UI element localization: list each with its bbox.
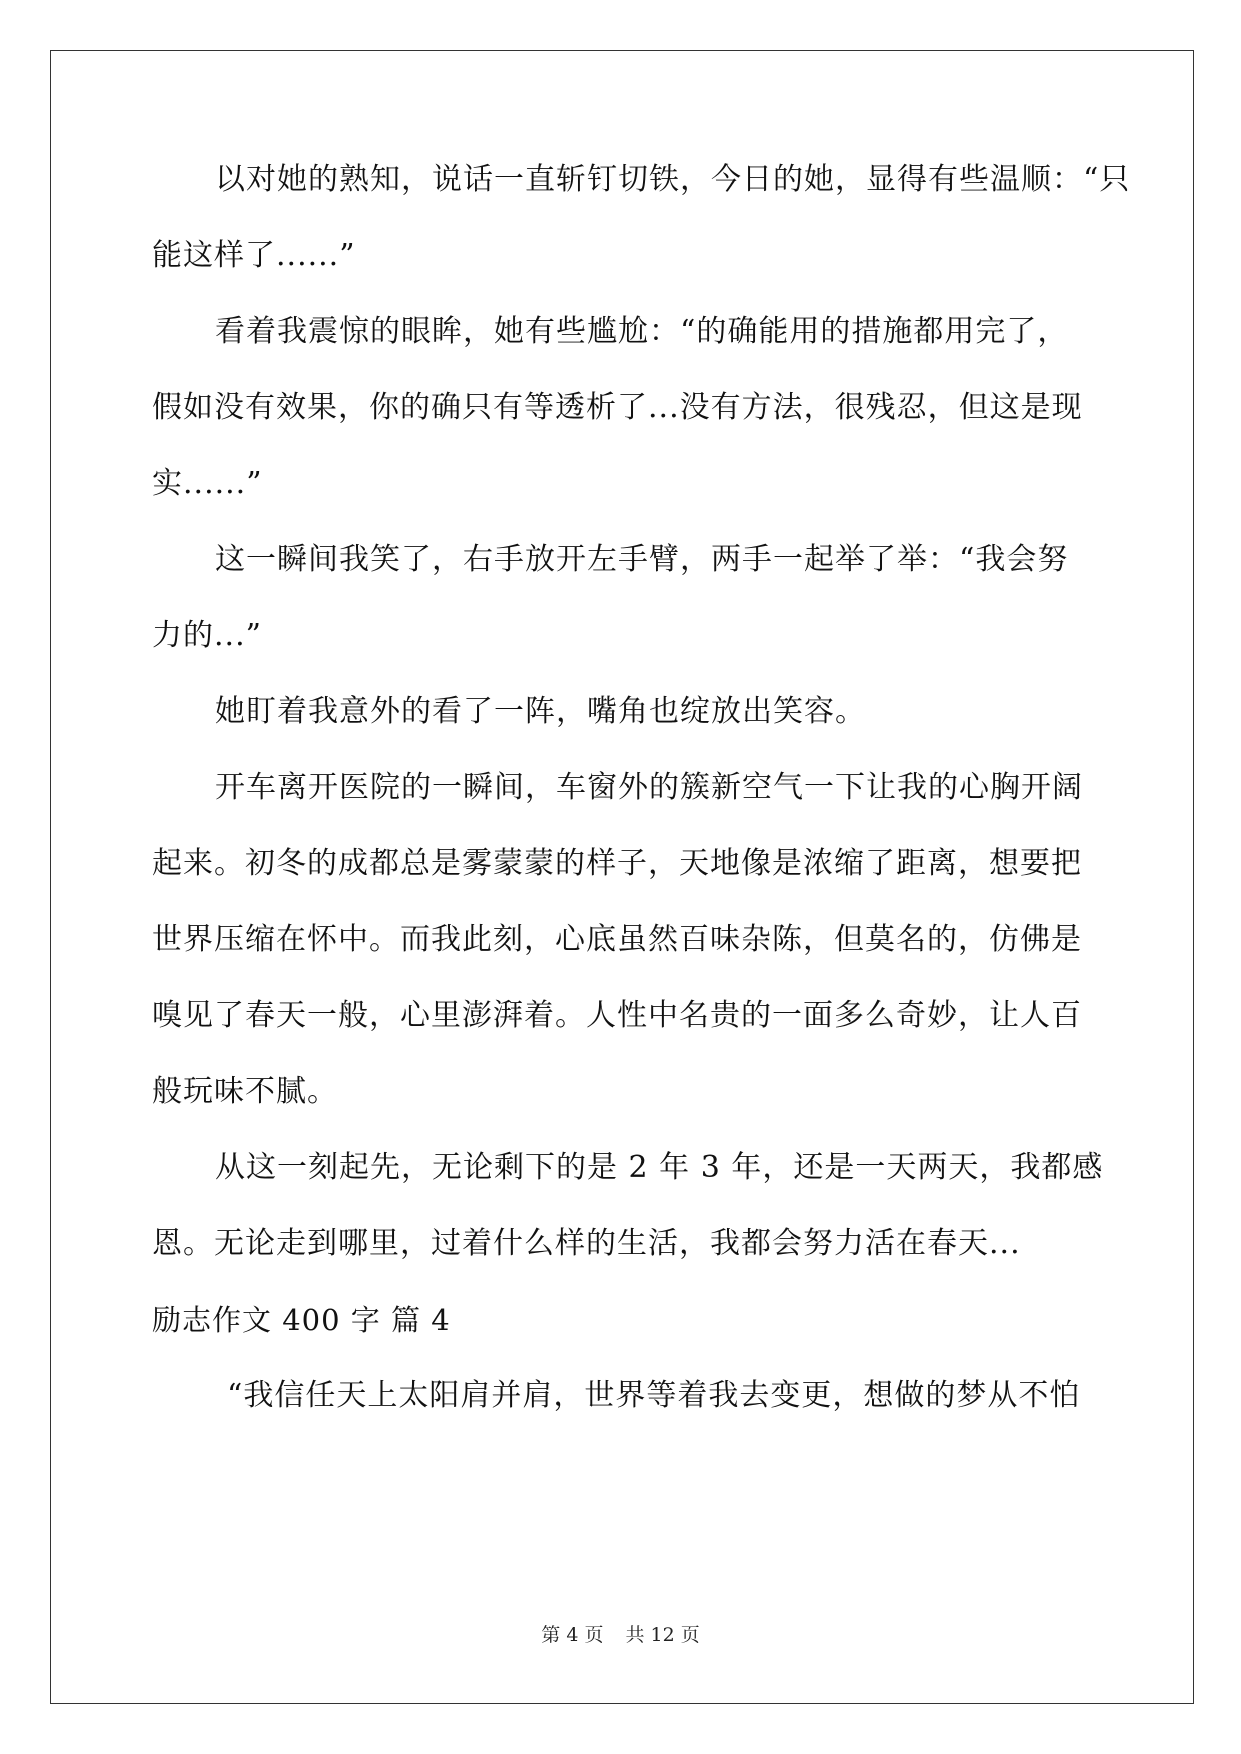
text-line: 能这样了......” (152, 238, 356, 273)
text-line: 假如没有效果，你的确只有等透析了...没有方法，很残忍，但这是现 (152, 390, 1083, 425)
text-line: 嗅见了春天一般，心里澎湃着。人性中名贵的一面多么奇妙，让人百 (152, 998, 1082, 1033)
page-total: 共 12 页 (625, 1624, 700, 1646)
section-heading: 励志作文 400 字 篇 4 (152, 1303, 451, 1337)
text-line: 以对她的熟知，说话一直斩钉切铁，今日的她，显得有些温顺：“只 (215, 162, 1131, 197)
page-number: 第 4 页 (541, 1624, 604, 1646)
text-line: 力的...” (152, 618, 262, 653)
document-body (152, 160, 1131, 1452)
text-line: 般玩味不腻。 (152, 1074, 338, 1109)
text-line: 看着我震惊的眼眸，她有些尴尬：“的确能用的措施都用完了， (215, 314, 1069, 349)
text-line: 起来。初冬的成都总是雾蒙蒙的样子，天地像是浓缩了距离，想要把 (152, 846, 1082, 881)
text-line: “我信任天上太阳肩并肩，世界等着我去变更，想做的梦从不怕 (227, 1378, 1081, 1413)
text-line: 她盯着我意外的看了一阵，嘴角也绽放出笑容。 (215, 694, 866, 729)
text-line: 世界压缩在怀中。而我此刻，心底虽然百味杂陈，但莫名的，仿佛是 (152, 922, 1082, 957)
page-footer (0, 1620, 1241, 1647)
text-line: 恩。无论走到哪里，过着什么样的生活，我都会努力活在春天... (152, 1226, 1021, 1261)
text-line: 实......” (152, 466, 263, 501)
text-line: 开车离开医院的一瞬间，车窗外的簇新空气一下让我的心胸开阔 (215, 770, 1083, 805)
text-line: 这一瞬间我笑了，右手放开左手臂，两手一起举了举：“我会努 (215, 542, 1069, 577)
text-line: 从这一刻起先，无论剩下的是 2 年 3 年，还是一天两天，我都感 (215, 1150, 1104, 1185)
